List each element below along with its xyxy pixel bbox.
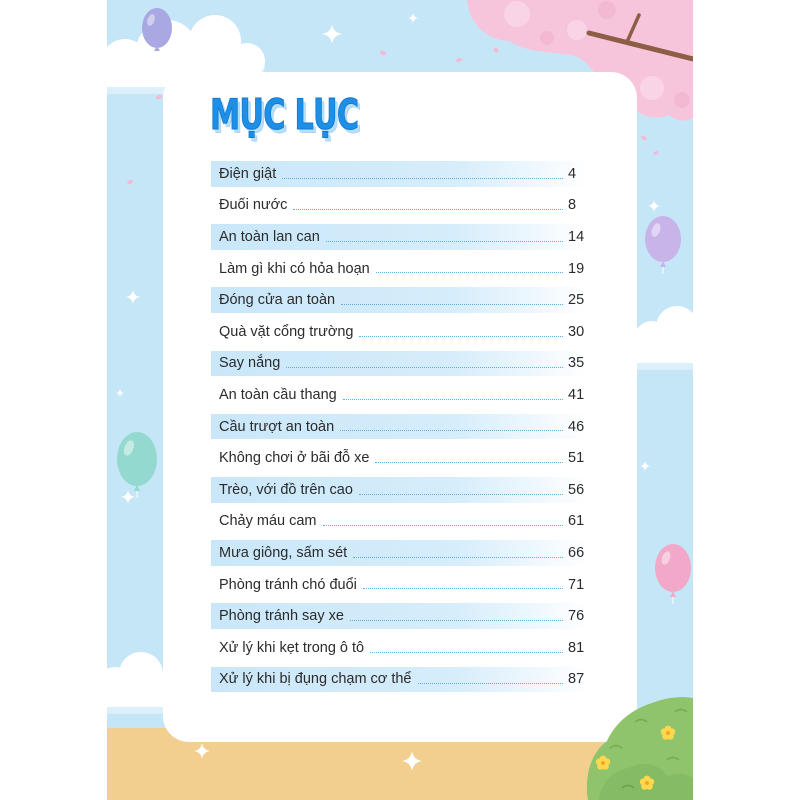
sparkle-icon <box>640 461 650 471</box>
sparkle-icon <box>126 290 140 304</box>
toc-entry-title: Cầu trượt an toàn <box>219 418 335 435</box>
sparkle-icon <box>116 389 124 397</box>
page-title: MỤC LỤC <box>210 90 359 139</box>
toc-entry-title: Say nắng <box>219 355 281 372</box>
toc-entry-title: Phòng tránh chó đuổi <box>219 576 357 593</box>
sparkle-icon <box>408 13 418 23</box>
toc-row <box>211 224 588 250</box>
toc-row <box>211 161 588 187</box>
dot-leader <box>418 683 563 684</box>
toc-entry-title: An toàn cầu thang <box>219 386 337 403</box>
sparkle-icon <box>121 490 135 504</box>
toc-entry-title: Phòng tránh say xe <box>219 608 344 625</box>
toc-page-number: 14 <box>568 228 585 245</box>
toc-page-number: 56 <box>568 481 585 498</box>
toc-page-number: 25 <box>568 292 585 309</box>
toc-page-number: 8 <box>568 197 577 214</box>
toc-row <box>211 287 588 313</box>
toc-page-number: 87 <box>568 671 585 688</box>
dot-leader <box>359 494 563 495</box>
toc-page-number: 71 <box>568 576 585 593</box>
dot-leader <box>293 209 563 210</box>
toc-entry-title: Đóng cửa an toàn <box>219 292 336 309</box>
toc-row <box>211 603 588 629</box>
dot-leader <box>323 525 563 526</box>
balloon-teal <box>117 432 157 498</box>
book-page <box>107 0 693 800</box>
dot-leader <box>343 399 563 400</box>
toc-entry-title: Làm gì khi có hỏa hoạn <box>219 260 370 277</box>
dot-leader <box>370 652 563 653</box>
dot-leader <box>282 178 563 179</box>
toc-row <box>211 509 588 535</box>
toc-entry-title: Xử lý khi kẹt trong ô tô <box>219 639 365 656</box>
toc-row <box>211 635 588 661</box>
toc-page-number: 81 <box>568 639 585 656</box>
toc-entry-title: Không chơi ở bãi đỗ xe <box>219 450 370 467</box>
dot-leader <box>375 462 563 463</box>
toc-page-number: 61 <box>568 513 585 530</box>
balloon-lavender <box>645 216 681 274</box>
toc-row <box>211 351 588 377</box>
dot-leader <box>359 336 563 337</box>
toc-page-number: 51 <box>568 450 585 467</box>
toc-row <box>211 256 588 282</box>
dot-leader <box>340 430 563 431</box>
toc-row <box>211 667 588 693</box>
toc-entry-title: Đuối nước <box>219 197 288 214</box>
dot-leader <box>376 272 563 273</box>
dot-leader <box>353 557 563 558</box>
toc-page-number: 66 <box>568 544 585 561</box>
toc-page-number: 46 <box>568 418 585 435</box>
toc-page-number: 30 <box>568 323 585 340</box>
toc-entry-title: An toàn lan can <box>219 228 320 245</box>
toc-page-number: 4 <box>568 165 577 182</box>
toc-row <box>211 193 588 219</box>
dot-leader <box>326 241 563 242</box>
toc-entry-title: Trèo, với đồ trên cao <box>219 481 353 498</box>
dot-leader <box>363 588 563 589</box>
dot-leader <box>350 620 563 621</box>
toc-entry-title: Điện giật <box>219 165 277 182</box>
toc-page-number: 41 <box>568 386 585 403</box>
sparkle-icon <box>322 24 342 44</box>
sparkle-icon <box>648 200 660 212</box>
toc-page-number: 35 <box>568 355 585 372</box>
toc-entry-title: Quà vặt cổng trường <box>219 323 354 340</box>
toc-row <box>211 445 588 471</box>
toc-row <box>211 382 588 408</box>
toc-entry-title: Chảy máu cam <box>219 513 317 530</box>
toc-row <box>211 540 588 566</box>
balloon-pink <box>655 544 691 604</box>
toc-row <box>211 477 588 503</box>
toc-entry-title: Mưa giông, sấm sét <box>219 544 348 561</box>
contents-card <box>163 72 637 742</box>
toc-page-number: 76 <box>568 608 585 625</box>
toc-row <box>211 319 588 345</box>
dot-leader <box>286 367 563 368</box>
toc-row <box>211 414 588 440</box>
dot-leader <box>341 304 563 305</box>
toc-list <box>211 161 588 698</box>
toc-entry-title: Xử lý khi bị đụng chạm cơ thể <box>219 671 412 688</box>
toc-page-number: 19 <box>568 260 585 277</box>
toc-row <box>211 572 588 598</box>
